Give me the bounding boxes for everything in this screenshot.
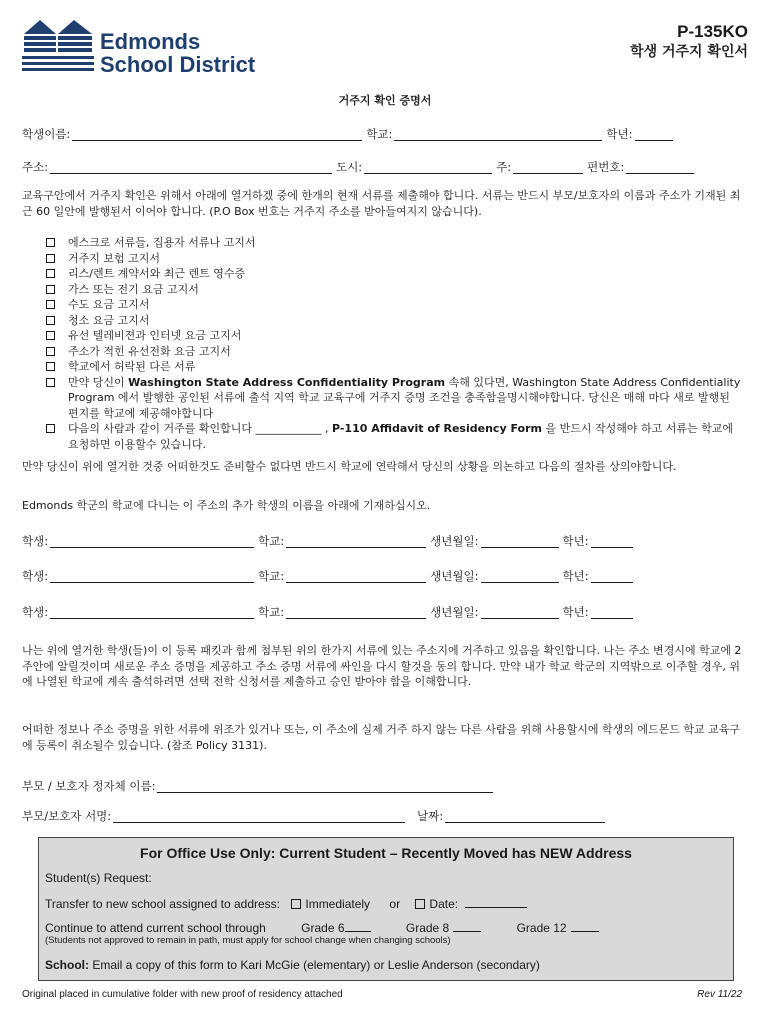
checklist-item[interactable]: 거주지 보험 고지서 <box>44 251 744 267</box>
checklist-item[interactable]: 유선 텔레비젼과 인터넷 요금 고지서 <box>44 328 744 344</box>
school-label: 학교: <box>258 534 285 548</box>
dob-label: 생년월일: <box>430 534 479 548</box>
parent-signature-row <box>22 808 609 824</box>
office-use-box <box>38 837 734 981</box>
checklist-item[interactable]: 수도 요금 고지서 <box>44 297 744 313</box>
dob-field[interactable] <box>481 535 559 548</box>
grade-12-option[interactable]: Grade 12 <box>516 921 567 935</box>
parent-printed-name-label: 부모 / 보호자 정자체 이름: <box>22 779 156 793</box>
grade-label: 학년: <box>562 534 589 548</box>
student-name-field[interactable] <box>72 128 362 141</box>
dob-field[interactable] <box>481 570 559 583</box>
dob-field[interactable] <box>481 606 559 619</box>
checklist-item[interactable]: 주소가 적힌 유선전화 요금 고지서 <box>44 344 744 360</box>
district-logo <box>22 20 272 78</box>
zip-label: 편번호: <box>587 160 625 174</box>
additional-student-row <box>22 533 637 549</box>
form-code: P-135KO <box>677 22 748 41</box>
student-field[interactable] <box>50 535 254 548</box>
grade-label: 학년: <box>562 569 589 583</box>
checkbox-icon[interactable] <box>46 300 55 309</box>
student-label: 학생: <box>22 605 49 619</box>
student-request-label: Student(s) Request: <box>45 871 152 885</box>
date-field[interactable] <box>445 810 605 823</box>
checkbox-icon[interactable] <box>46 238 55 247</box>
parent-signature-label: 부모/보호자 서명: <box>22 809 112 823</box>
student-info-row <box>22 126 677 142</box>
not-approved-note: (Students not approved to remain in path, must apply for school change when changing schools) <box>45 935 451 946</box>
city-label: 도시: <box>336 160 363 174</box>
school-instruction-row: School: Email a copy of this form to Kari McGie (elementary) or Leslie Anderson (secondary) <box>45 958 540 972</box>
checkbox-icon[interactable] <box>46 331 55 340</box>
dob-label: 생년월일: <box>430 605 479 619</box>
checkbox-icon[interactable] <box>46 347 55 356</box>
grade-field[interactable] <box>591 570 633 583</box>
checklist-item[interactable]: 청소 요금 고지서 <box>44 313 744 329</box>
state-field[interactable] <box>513 161 583 174</box>
transfer-row: Transfer to new school assigned to address: Immediately or Date: <box>45 897 527 911</box>
revision-label: Rev 11/22 <box>697 989 742 1000</box>
document-heading: 거주지 확인 증명서 <box>338 94 432 107</box>
school-label: 학교: <box>258 569 285 583</box>
checklist-item[interactable]: 학교에서 허락된 다른 서류 <box>44 359 744 375</box>
warning-paragraph: 어떠한 정보나 주소 증명을 위한 서류에 위조가 있거나 또는, 이 주소에 실제 거주 하지 않는 다른 사람을 위해 사용할시에 학생의 에드몬드 학교 교육구에 등록이 취소될수 있습니다. (참조 Policy 3131). <box>22 723 740 752</box>
transfer-date-field[interactable] <box>465 897 527 908</box>
checkbox-icon[interactable] <box>46 269 55 278</box>
checkbox-icon[interactable] <box>46 362 55 371</box>
additional-student-row <box>22 604 637 620</box>
school-field[interactable] <box>394 128 602 141</box>
intro-paragraph: 교육구안에서 거주지 확인은 위해서 아래에 열거하겠 중에 한개의 현재 서류를 제출해야 합니다. 서류는 반드시 부모/보호자의 이름과 주소가 기재된 최근 60 일안에 발행된서 이어야 합니다. (P.O Box 번호는 거주지 주소를 받아들여지지 않습니다). <box>22 189 741 218</box>
checkbox-icon[interactable] <box>46 378 55 387</box>
student-field[interactable] <box>50 606 254 619</box>
date-label: 날짜: <box>417 809 444 823</box>
address-field[interactable] <box>50 161 332 174</box>
immediately-option[interactable]: Immediately <box>291 897 370 911</box>
school-field[interactable] <box>286 570 426 583</box>
checklist-item[interactable]: 리스/렌트 계약서와 최근 렌트 영수증 <box>44 266 744 282</box>
parent-printed-name-field[interactable] <box>157 780 493 793</box>
checkbox-icon[interactable] <box>46 254 55 263</box>
school-field[interactable] <box>286 606 426 619</box>
checklist-item[interactable]: 에스크로 서류들, 집용자 서류나 고지서 <box>44 235 744 251</box>
contact-note: 만약 당신이 위에 열거한 것중 어떠한것도 준비할수 없다면 반드시 학교에 연락해서 당신의 상황을 의논하고 다음의 절차를 상의야합니다. <box>22 460 677 473</box>
checklist-item[interactable]: 가스 또는 전기 요금 고지서 <box>44 282 744 298</box>
checkbox-icon[interactable] <box>46 285 55 294</box>
dob-label: 생년월일: <box>430 569 479 583</box>
school-field[interactable] <box>286 535 426 548</box>
parent-signature-field[interactable] <box>113 810 405 823</box>
grade-label: 학년: <box>562 605 589 619</box>
checkbox-icon[interactable] <box>415 899 425 909</box>
certification-paragraph: 나는 위에 열거한 학생(들)이 이 등록 패킷과 함께 첨부된 위의 한가지 서류에 있는 주소지에 거주하고 있음을 확인합니다. 나는 주소 변경시에 학교에 2주안에 알릴것이며 새로운 주소 증명을 제공하고 주소 증명 서류에 싸인을 다시 할것을 동의 합니다. 만약 내가 학교 학군의 지역밖으로 이주할 경우, 위에 나열된 학교에 계속 출석하려면 선택 전학 신청서를 제출하고 승인 받아야 함을 이해합니다. <box>22 644 742 688</box>
logo-line-2: School District <box>100 52 256 77</box>
date-option[interactable]: Date: <box>415 897 458 911</box>
school-label: 학교: <box>258 605 285 619</box>
student-label: 학생: <box>22 534 49 548</box>
grade-field[interactable] <box>591 535 633 548</box>
student-field[interactable] <box>50 570 254 583</box>
checkbox-icon[interactable] <box>291 899 301 909</box>
checkbox-icon[interactable] <box>46 316 55 325</box>
state-label: 주: <box>496 160 512 174</box>
grade-field[interactable] <box>591 606 633 619</box>
address-row <box>22 159 698 175</box>
student-name-label: 학생이름: <box>22 127 71 141</box>
student-label: 학생: <box>22 569 49 583</box>
address-label: 주소: <box>22 160 49 174</box>
grade-field[interactable] <box>635 128 673 141</box>
footer-note: Original placed in cumulative folder with new proof of residency attached <box>22 989 343 1000</box>
office-use-title: For Office Use Only: Current Student – Recently Moved has NEW Address <box>140 845 632 861</box>
additional-student-row <box>22 568 637 584</box>
grade-8-option[interactable]: Grade 8 <box>405 921 450 935</box>
form-title: 학생 거주지 확인서 <box>630 44 748 60</box>
logo-line-1: Edmonds <box>100 29 201 54</box>
grade-label: 학년: <box>606 127 633 141</box>
checkbox-icon[interactable] <box>46 424 55 433</box>
additional-students-note: Edmonds 학군의 학교에 다니는 이 주소의 추가 학생의 이름을 아래에 기재하십시오. <box>22 499 431 512</box>
city-field[interactable] <box>364 161 492 174</box>
school-label: 학교: <box>366 127 393 141</box>
pine-trees-logo-icon <box>22 20 94 76</box>
checklist-item-affidavit[interactable]: 다음의 사람과 같이 거주를 확인합니다 ____________ , P-110 Affidavit of Residency Form 을 반드시 작성해야 하고 서류는 학교에 요청하면 이용할수 있습니다. <box>44 421 744 452</box>
continue-row: Continue to attend current school through Grade 6 Grade 8 Grade 12 <box>45 921 599 935</box>
document-checklist <box>44 235 744 452</box>
checklist-item-acp[interactable]: 만약 당신이 Washington State Address Confidentiality Program 속해 있다면, Washington State Address Confidentiality Program 에서 발행한 공인된 서류에 출석 지역 학교 교육구에 거주지 증명 조건을 충족함을명시해야합니다. 당신은 매해 마다 새로 발행된 편지를 학교에 제공해야합니다 <box>44 375 744 422</box>
parent-name-row <box>22 778 497 794</box>
grade-6-option[interactable]: Grade 6 <box>301 921 345 935</box>
zip-field[interactable] <box>626 161 694 174</box>
